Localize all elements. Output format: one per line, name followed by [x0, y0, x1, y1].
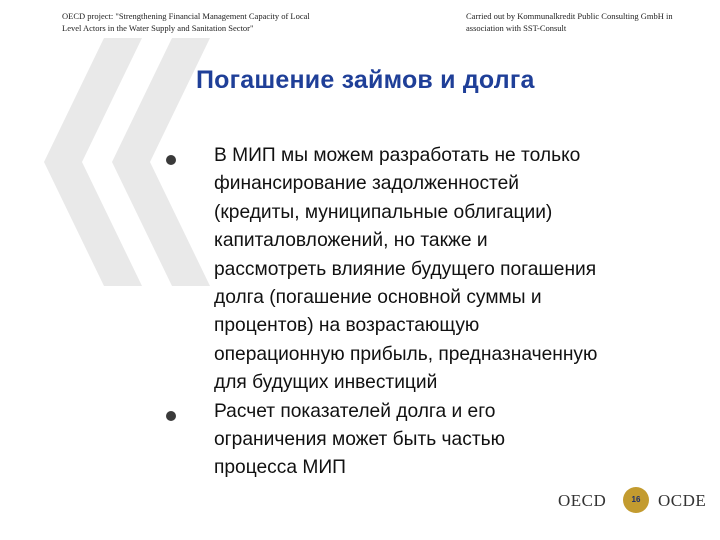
page-number-badge: 16 [623, 487, 649, 513]
footer-logo [558, 486, 708, 516]
ocde-logo-text: OCDE [658, 491, 707, 510]
bullet-line: рассмотреть влияние будущего погашения [214, 258, 597, 280]
header-project-note [62, 10, 382, 34]
bullet-line: процесса МИП [214, 457, 346, 479]
bullet-line: процентов) на возрастающую [214, 315, 480, 337]
bullet-line: для будущих инвестиций [214, 372, 438, 394]
bullet-item [166, 398, 714, 483]
oecd-logo-text: OECD [558, 491, 607, 510]
bullet-line: (кредиты, муниципальные облигации) [214, 201, 553, 223]
bullet-line: В МИП мы можем разработать не только [214, 145, 581, 166]
header-right-line-1: Carried out by Kommunalkredit Public Consulting GmbH in [466, 11, 673, 21]
slide-title: Погашение займов и долга [196, 66, 535, 94]
header-contractor-note [466, 10, 720, 34]
bullet-item [166, 142, 714, 398]
bullet-line: Расчет показателей долга и его [214, 400, 496, 422]
bullet-line: капиталовложений, но также и [214, 230, 488, 252]
bullet-icon [166, 155, 176, 165]
header-right-line-2: association with SST-Consult [466, 23, 567, 33]
bullet-list [166, 142, 714, 483]
bullet-line: финансирование задолженностей [214, 173, 520, 195]
header-left-line-2: Level Actors in the Water Supply and Sanitation Sector" [62, 23, 254, 33]
bullet-line: ограничения может быть частью [214, 429, 505, 451]
bullet-line: операционную прибыль, предназначенную [214, 343, 598, 365]
bullet-line: долга (погашение основной суммы и [214, 287, 542, 309]
header-left-line-1: OECD project: "Strengthening Financial Management Capacity of Local [62, 11, 310, 21]
bullet-icon [166, 411, 176, 421]
